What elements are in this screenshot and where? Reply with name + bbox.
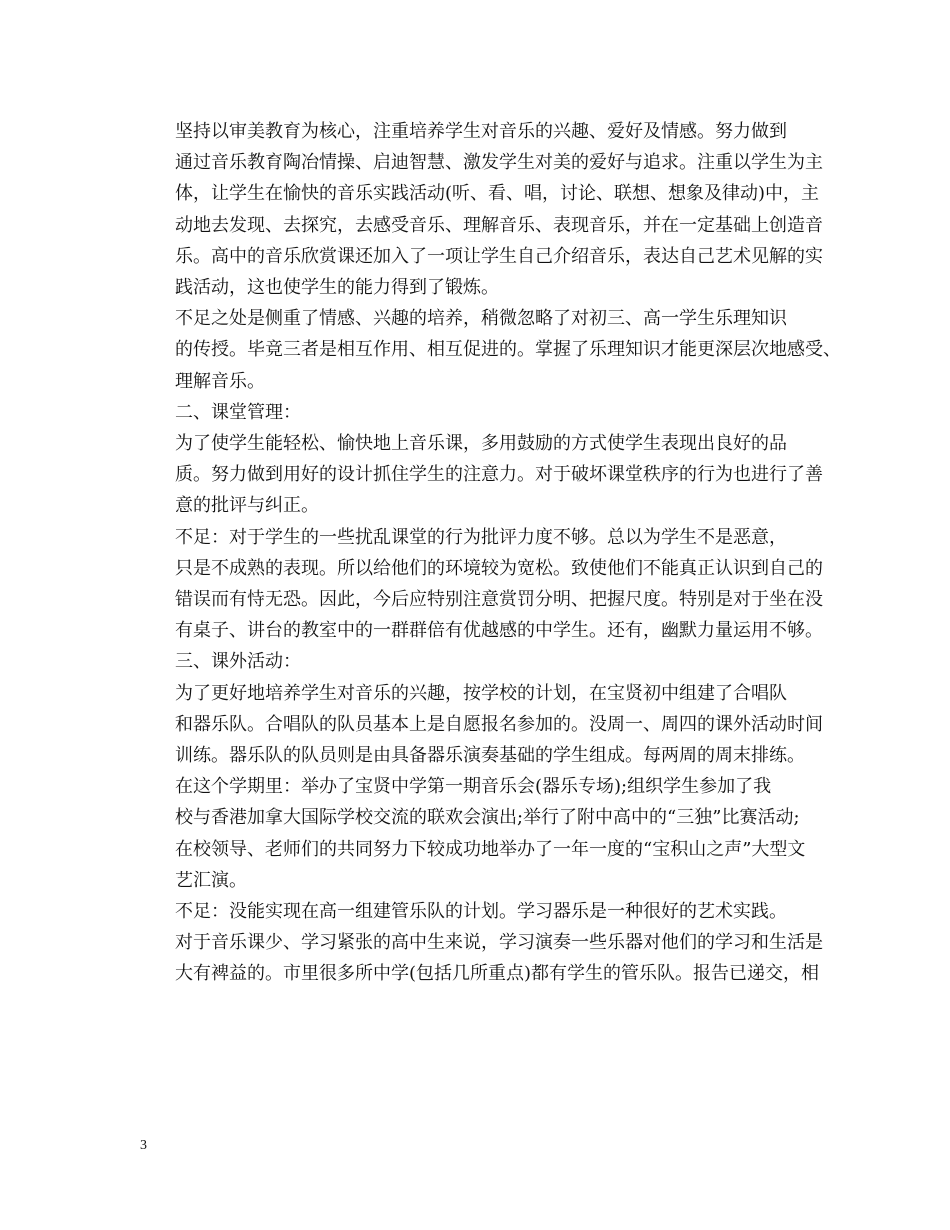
text-line: 不足：没能实现在高一组建管乐队的计划。学习器乐是一种很好的艺术实践。 (175, 901, 787, 923)
text-line: 艺汇演。 (175, 869, 247, 891)
text-line: 践活动，这也使学生的能力得到了锻炼。 (175, 277, 499, 299)
text-line: 为了更好地培养学生对音乐的兴趣，按学校的计划，在宝贤初中组建了合唱队 (175, 682, 787, 704)
text-line: 在校领导、老师们的共同努力下较成功地举办了一年一度的“宝积山之声”大型文 (175, 838, 806, 860)
paragraph (139, 771, 829, 896)
text-line: 为了使学生能轻松、愉快地上音乐课，多用鼓励的方式使学生表现出良好的品 (175, 433, 787, 455)
text-line: 动地去发现、去探究，去感受音乐、理解音乐、表现音乐，并在一定基础上创造音 (175, 214, 823, 236)
text-line: 乐。高中的音乐欣赏课还加入了一项让学生自己介绍音乐，表达自己艺术见解的实 (175, 245, 823, 267)
text-line: 意的批评与纠正。 (175, 495, 319, 517)
text-line: 大有裨益的。市里很多所中学(包括几所重点)都有学生的管乐队。报告已递交，相 (175, 963, 820, 985)
paragraph (139, 678, 829, 772)
text-line: 有桌子、讲台的教室中的一群群倍有优越感的中学生。还有，幽默力量运用不够。 (175, 620, 823, 642)
text-line: 体，让学生在愉快的音乐实践活动(听、看、唱，讨论、联想、想象及律动)中，主 (175, 183, 820, 205)
text-line: 训练。器乐队的队员则是由具备器乐演奏基础的学生组成。每两周的周末排练。 (175, 745, 805, 767)
text-line: 质。努力做到用好的设计抓住学生的注意力。对于破坏课堂秩序的行为也进行了善 (175, 464, 823, 486)
text-line: 的传授。毕竟三者是相互作用、相互促进的。掌握了乐理知识才能更深层次地感受、 (175, 339, 841, 361)
paragraph (139, 522, 829, 647)
heading-text: 三、课外活动： (175, 651, 301, 673)
text-line: 错误而有恃无恐。因此，今后应特别注意赏罚分明、把握尺度。特别是对于坐在没 (175, 589, 823, 611)
paragraph (139, 303, 841, 397)
text-line: 不足之处是侧重了情感、兴趣的培养，稍微忽略了对初三、高一学生乐理知识 (175, 308, 787, 330)
paragraph (139, 428, 829, 522)
text-line: 通过音乐教育陶冶情操、启迪智慧、激发学生对美的爱好与追求。注重以学生为主 (175, 152, 823, 174)
text-line: 和器乐队。合唱队的队员基本上是自愿报名参加的。没周一、周四的课外活动时间 (175, 713, 823, 735)
text-line: 对于音乐课少、学习紧张的高中生来说，学习演奏一些乐器对他们的学习和生活是 (175, 932, 823, 954)
text-line: 不足：对于学生的一些扰乱课堂的行为批评力度不够。总以为学生不是恶意， (175, 526, 787, 548)
text-line: 校与香港加拿大国际学校交流的联欢会演出;举行了附中高中的“三独”比赛活动; (175, 807, 800, 829)
text-line: 在这个学期里：举办了宝贤中学第一期音乐会(器乐专场);组织学生参加了我 (175, 776, 772, 798)
section-heading (139, 397, 829, 428)
page-number: 3 (140, 1138, 147, 1153)
paragraph (139, 896, 829, 990)
heading-text: 二、课堂管理： (175, 401, 301, 423)
text-line: 只是不成熟的表现。所以给他们的环境较为宽松。致使他们不能真正认识到自己的 (175, 557, 823, 579)
document-body (139, 116, 841, 990)
paragraph (139, 116, 829, 303)
text-line: 理解音乐。 (175, 370, 265, 392)
text-line: 坚持以审美教育为核心，注重培养学生对音乐的兴趣、爱好及情感。努力做到 (175, 121, 787, 142)
section-heading (139, 646, 829, 677)
